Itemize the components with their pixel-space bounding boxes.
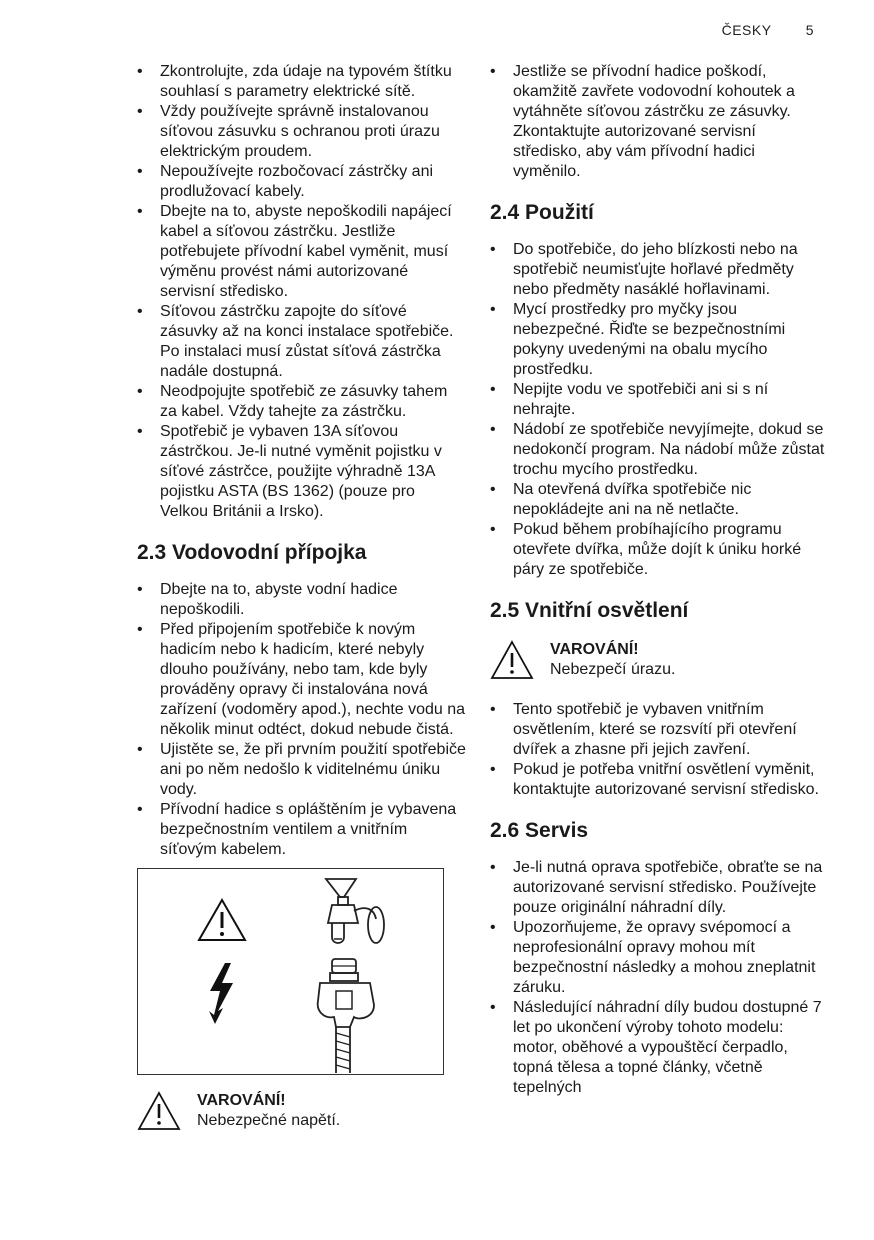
- list-item: • Do spotřebiče, do jeho blízkosti nebo na spotřebič neumisťujte hořlavé předměty nebo předměty nasáklé hořlavinami.: [490, 240, 825, 300]
- list-item: • Pokud během probíhajícího programu otevřete dvířka, může dojít k úniku horké páry ze spotřebiče.: [490, 520, 825, 580]
- water-connection-list: [137, 580, 467, 860]
- list-item: • Nepijte vodu ve spotřebiči ani si s ní nehrajte.: [490, 380, 825, 420]
- list-item: • Síťovou zástrčku zapojte do síťové zásuvky až na konci instalace spotřebiče. Po instalaci musí zůstat síťová zástrčka nadále dostupná.: [137, 302, 467, 382]
- electrical-safety-list: [137, 62, 467, 522]
- warning-triangle-icon: [137, 1091, 181, 1131]
- list-item: • Vždy používejte správně instalovanou síťovou zásuvku s ochranou proti úrazu elektrickým proudem.: [137, 102, 467, 162]
- water-tap-icon: [318, 875, 398, 951]
- list-item: • Neodpojujte spotřebič ze zásuvky tahem za kabel. Vždy tahejte za zástrčku.: [137, 382, 467, 422]
- usage-list: [490, 240, 825, 580]
- list-item: • Spotřebič je vybaven 13A síťovou zástrčkou. Je-li nutné vyměnit pojistku v síťové zástrčce, použijte výhradně 13A pojistku ASTA (BS 1362) (pouze pro Velkou Británii a Irsko).: [137, 422, 467, 522]
- list-item: • Dbejte na to, abyste vodní hadice nepoškodili.: [137, 580, 467, 620]
- high-voltage-icon: [206, 961, 238, 1025]
- page-number: 5: [805, 22, 814, 38]
- service-list: [490, 858, 825, 1098]
- safety-valve-hose-icon: [308, 957, 398, 1073]
- list-item: • Mycí prostředky pro myčky jsou nebezpečné. Řiďte se bezpečnostními pokyny uvedenými na obalu mycího prostředku.: [490, 300, 825, 380]
- list-item: • Nepoužívejte rozbočovací zástrčky ani prodlužovací kabely.: [137, 162, 467, 202]
- list-item: • Jestliže se přívodní hadice poškodí, okamžitě zavřete vodovodní kohoutek a vytáhněte síťovou zástrčku ze zásuvky. Zkontaktujte autorizované servisní středisko, aby vám přívodní hadici vyměnilo.: [490, 62, 825, 182]
- section-title-2-6: 2.6 Servis: [490, 819, 589, 842]
- section-title-2-3: 2.3 Vodovodní přípojka: [137, 541, 367, 564]
- warning-triangle-icon: [196, 897, 248, 943]
- list-item: • Tento spotřebič je vybaven vnitřním osvětlením, které se rozsvítí při otevření dvířek a zhasne při jejich zavření.: [490, 700, 825, 760]
- hose-safety-figure: [137, 868, 444, 1075]
- warning-title: VAROVÁNÍ!: [197, 1092, 286, 1109]
- list-item: • Přívodní hadice s opláštěním je vybavena bezpečnostním ventilem a vnitřním síťovým kabelem.: [137, 800, 467, 860]
- list-item: • Před připojením spotřebiče k novým hadicím nebo k hadicím, které nebyly dlouho používány, nebo tam, kde byly prováděny opravy či instalována nová zařízení (vodoměry apod.), nechte vodu na několik minut odtéct, dokud nebude čistá.: [137, 620, 467, 740]
- list-item: • Následující náhradní díly budou dostupné 7 let po ukončení výroby tohoto modelu: motor, oběhové a vypouštěcí čerpadlo, topná tělesa a topné články, včetně tepelných: [490, 998, 825, 1098]
- list-item: • Zkontrolujte, zda údaje na typovém štítku souhlasí s parametry elektrické sítě.: [137, 62, 467, 102]
- language-label: ČESKY: [721, 22, 772, 38]
- list-item: • Pokud je potřeba vnitřní osvětlení vyměnit, kontaktujte autorizované servisní středisko.: [490, 760, 825, 800]
- warning-text: Nebezpečí úrazu.: [550, 661, 676, 678]
- injury-warning: [490, 640, 825, 680]
- section-title-2-5: 2.5 Vnitřní osvětlení: [490, 599, 689, 622]
- list-item: • Nádobí ze spotřebiče nevyjímejte, dokud se nedokončí program. Na nádobí může zůstat trochu mycího prostředku.: [490, 420, 825, 480]
- left-column: [137, 62, 467, 1131]
- list-item: • Dbejte na to, abyste nepoškodili napájecí kabel a síťovou zástrčku. Jestliže potřebujete přívodní kabel vyměnit, musí výměnu provést námi autorizované servisní středisko.: [137, 202, 467, 302]
- list-item: • Ujistěte se, že při prvním použití spotřebiče ani po něm nedošlo k viditelnému úniku vody.: [137, 740, 467, 800]
- page-header: [722, 22, 814, 38]
- warning-triangle-icon: [490, 640, 534, 680]
- warning-title: VAROVÁNÍ!: [550, 641, 639, 658]
- voltage-warning: [137, 1091, 467, 1131]
- warning-text: Nebezpečné napětí.: [197, 1112, 341, 1129]
- list-item: • Upozorňujeme, že opravy svépomocí a neprofesionální opravy mohou mít bezpečnostní následky a mohou zneplatnit záruku.: [490, 918, 825, 998]
- right-column: [490, 62, 825, 1098]
- hose-damage-list: [490, 62, 825, 182]
- list-item: • Na otevřená dvířka spotřebiče nic nepokládejte ani na ně netlačte.: [490, 480, 825, 520]
- list-item: • Je-li nutná oprava spotřebiče, obraťte se na autorizované servisní středisko. Používejte pouze originální náhradní díly.: [490, 858, 825, 918]
- section-title-2-4: 2.4 Použití: [490, 201, 594, 224]
- lighting-list: [490, 700, 825, 800]
